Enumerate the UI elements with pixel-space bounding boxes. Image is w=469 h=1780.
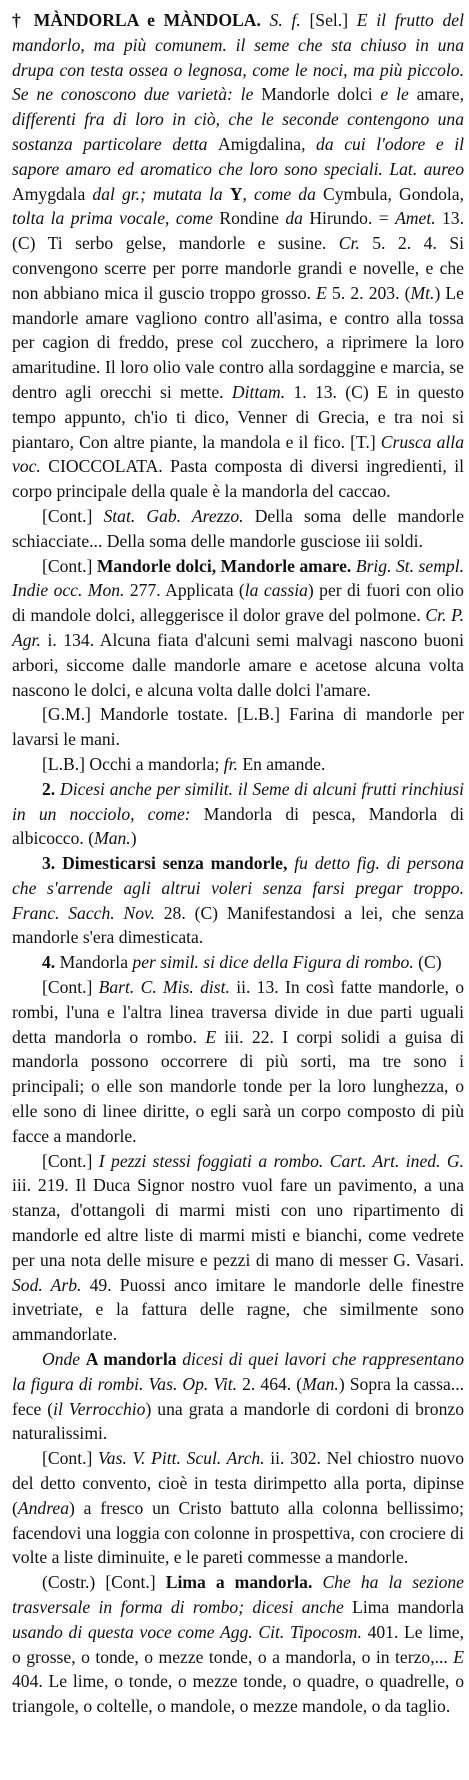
entry-paragraph: [12, 8, 464, 504]
italic-run: , come da: [242, 183, 323, 204]
text-run: ) Le mandorle amare vagliono contro all'asima, e contro alla tossa per cagion di freddo, prese col zucchero, a riprimere la loro amaritudine. Il loro olio vale contro alla sordaggine e marcia, se dentro agli orecchi si mette.: [12, 282, 464, 402]
bold-run: 2.: [42, 778, 56, 799]
text-run: Rondine: [219, 208, 279, 229]
text-run: 401. Le lime, o grosse, o tonde, o mezze tonde, o a mandorla, o in terzo,...: [12, 1621, 464, 1667]
entry-paragraph: [12, 1446, 464, 1570]
text-run: amare: [416, 84, 460, 105]
entry-paragraph: [12, 975, 464, 1149]
entry-paragraph: [12, 950, 464, 975]
text-run: 28. (C) Manifestandosi a lei, che senza mandorle s'era dimesticata.: [12, 902, 464, 948]
text-run: ) Sopra la cassa... fece (: [12, 1373, 464, 1419]
text-run: En amande.: [237, 753, 326, 774]
text-run: [L.B.] Occhi a mandorla;: [42, 753, 224, 774]
bold-run: † MÀNDORLA e MÀNDOLA.: [12, 10, 261, 30]
italic-run: Onde: [42, 1349, 81, 1370]
entry-paragraph: [12, 1149, 464, 1347]
text-run: ) per di fuori con olio di mandole dolci, alleggerisce il dolor grave del polmone.: [12, 580, 464, 626]
italic-run: Sod. Arb.: [12, 1274, 82, 1295]
text-run: Mandorle dolci: [261, 84, 373, 105]
italic-run: Cr. P. Agr.: [12, 605, 464, 650]
italic-run: la cassia: [244, 580, 308, 601]
italic-run: Man.: [94, 828, 131, 849]
entry-paragraph: [12, 777, 464, 851]
italic-run: il Verrocchio: [53, 1398, 146, 1419]
text-run: 1. 13. (C) E in questo tempo appunto, ch'io ti dico, Venner di Grecia, e tra noi si piantaro, Con altre piante, la mandola e il fico. [T.]: [12, 381, 464, 452]
italic-run: Andrea: [17, 1497, 69, 1518]
text-run: 277. Applicata (: [124, 580, 245, 601]
italic-run: E il frutto del mandorlo, ma più comunem. il seme che sta chiuso in una drupa con testa ossea o legnosa, come le noci, ma più piccolo. Se ne conoscono due varietà: le: [12, 10, 464, 105]
italic-run: , differenti fra di loro in ciò, che le seconde contengono una sostanza particolare detta: [12, 84, 464, 154]
text-run: Mandorla: [55, 952, 133, 973]
text-run: [Cont.]: [42, 1448, 99, 1469]
italic-run: Crusca alla voc.: [12, 431, 464, 477]
text-run: (Costr.) [Cont.]: [42, 1572, 166, 1593]
text-run: CIOCCOLATA. Pasta composta di diversi ingredienti, il corpo principale della quale è la mandorla del caccao.: [12, 456, 464, 502]
bold-run: 4.: [42, 952, 56, 973]
text-run: Amigdalina: [218, 133, 302, 154]
bold-run: Mandorle dolci, Mandorle amare.: [96, 555, 352, 576]
text-run: ): [130, 828, 137, 849]
italic-run: Dicesi anche per similit. il Seme di alcuni frutti rinchiusi in un nocciolo, come:: [12, 778, 464, 824]
italic-run: fr.: [223, 753, 238, 774]
entry-paragraph: [12, 752, 464, 777]
text-run: (C): [413, 952, 442, 973]
text-run: [312, 1572, 322, 1592]
italic-run: Brig. St. sempl. Indie occ. Mon.: [12, 555, 464, 601]
text-run: 5. 2. 203. (: [326, 282, 411, 303]
italic-run: Cr.: [338, 233, 360, 254]
italic-run: Stat. Gab. Arezzo.: [103, 505, 244, 526]
italic-run: S. f.: [260, 10, 310, 30]
text-run: Amygdala: [12, 183, 86, 204]
italic-run: fu detto fig. di persona che s'arrende agli altrui voleri senza farsi pregar troppo. Franc. Sacch. Nov.: [12, 853, 464, 923]
text-run: 49. Puossi anco imitare le mandorle delle finestre invetriate, e la fattura delle ragne, che similmente sono ammandorlate.: [12, 1274, 464, 1345]
italic-run: Vas. V. Pitt. Scul. Arch.: [98, 1448, 265, 1469]
italic-run: , tolta la prima vocale, come: [12, 183, 465, 229]
italic-run: Che ha la sezione trasversale in forma di rombo; dicesi anche: [12, 1572, 464, 1617]
italic-run: E: [316, 282, 327, 303]
text-run: 404. Le lime, o tonde, o mezze tonde, o quadre, o quadrelle, o triangole, o coltelle, o mandole, o mezze mandole, o da taglio.: [12, 1671, 464, 1717]
italic-run: Man.: [302, 1373, 339, 1394]
italic-run: da: [278, 208, 310, 229]
italic-run: ,: [387, 183, 400, 204]
bold-run: Y: [229, 183, 243, 204]
text-run: [Cont.]: [42, 977, 99, 998]
text-run: 2. 464. (: [237, 1373, 303, 1394]
entry-paragraph: [12, 1347, 464, 1446]
text-run: ) a fresco un Cristo battuto alla colonna bellissimo; facendovi una loggia con colonne in prospettiva, con crociere di volte a liste diminuite, e le pareti commesse a mandorle.: [12, 1497, 464, 1568]
text-run: ii. 13. In così fatte mandorle, o rombi, l'una e l'altra linea traversa divide in due parti uguali detta mandorla o rombo.: [12, 977, 464, 1047]
bold-run: A mandorla: [85, 1349, 177, 1370]
text-run: [Sel.]: [309, 10, 357, 30]
text-run: [Cont.]: [42, 1150, 99, 1171]
text-run: Hirundo: [309, 208, 368, 229]
italic-run: E: [453, 1646, 464, 1667]
italic-run: usando di questa voce come Agg. Cit. Tipocosm.: [12, 1621, 362, 1642]
italic-run: I pezzi stessi foggiati a rombo. Cart. Art. ined. G.: [98, 1150, 464, 1171]
italic-run: Bart. C. Mis. dist.: [98, 977, 230, 998]
text-run: iii. 22. I corpi solidi a guisa di mandorla possono occorrere di più sorti, ma tre sono i principali; o elle son mandorle tonde per la loro lunghezza, o elle sono di linee diritte, o egli sarà un corpo composto di più facce a mandorle.: [12, 1026, 464, 1146]
text-run: Della soma delle mandorle schiacciate... Della soma delle mandorle gusciose iii soldi.: [12, 505, 464, 551]
entry-paragraph: [12, 554, 464, 703]
text-run: [Cont.]: [42, 505, 104, 526]
italic-run: Amet.: [395, 208, 436, 229]
text-run: . =: [367, 208, 396, 229]
text-run: ii. 302. Nel chiostro nuovo del detto convento, cioè in testa dirimpetto alla porta, dipinse (: [12, 1448, 465, 1518]
italic-run: , da cui l'odore e il sapore amaro ed aromatico che loro sono speciali. Lat. aureo: [12, 133, 464, 179]
italic-run: dicesi di quei lavori che rappresentano la figura di rombi. Vas. Op. Vit.: [12, 1349, 465, 1394]
text-run: Mandorla di pesca, Mandorla di albicocco. (: [12, 803, 464, 849]
entry-paragraph: [12, 702, 464, 752]
italic-run: Dittam.: [231, 381, 286, 402]
text-run: Lima mandorla: [343, 1597, 464, 1617]
text-run: ) una grata a mandorle di cordoni di bronzo naturalissimi.: [12, 1398, 464, 1444]
text-run: iii. 219. Il Duca Signor nostro vuol fare un pavimento, a una stanza, d'ottangoli di marmi misti con uno ripartimento di mandorle ed altre liste di marmi misti e bianchi, come vedrete per una nota delle misure e pezzi di mano di messer G. Vasari.: [12, 1175, 464, 1270]
text-run: [Cont.]: [42, 555, 97, 576]
text-run: [G.M.] Mandorle tostate. [L.B.] Farina di mandorle per lavarsi le mani.: [12, 704, 464, 750]
text-run: Gondola: [399, 183, 460, 204]
italic-run: per simil. si dice della Figura di rombo.: [132, 952, 414, 973]
text-run: i. 134. Alcuna fiata d'alcuni semi malvagi nascono buoni arbori, siccome dalle mandorle amare e acetose alcuna volta nascono le dolci, e alcuna volta dalle dolci l'amare.: [12, 629, 464, 700]
bold-run: 3. Dimesticarsi senza mandorle,: [42, 853, 288, 874]
italic-run: dal gr.; mutata la: [85, 183, 230, 204]
text-run: 5. 2. 4. Si convengono scerre per porre mandorle grandi e novelle, e che non abbiano mica il guscio troppo grosso.: [12, 233, 464, 303]
text-run: Cymbula: [322, 183, 388, 204]
italic-run: Mt.: [410, 282, 435, 303]
entry-paragraph: [12, 1570, 464, 1719]
italic-run: e le: [372, 84, 417, 105]
entry-paragraph: [12, 504, 464, 554]
text-run: 13. (C) Ti serbo gelse, mandorle e susine.: [12, 208, 465, 254]
entry-paragraph: [12, 851, 464, 950]
bold-run: Lima a mandorla.: [165, 1572, 313, 1593]
italic-run: E: [205, 1026, 217, 1047]
